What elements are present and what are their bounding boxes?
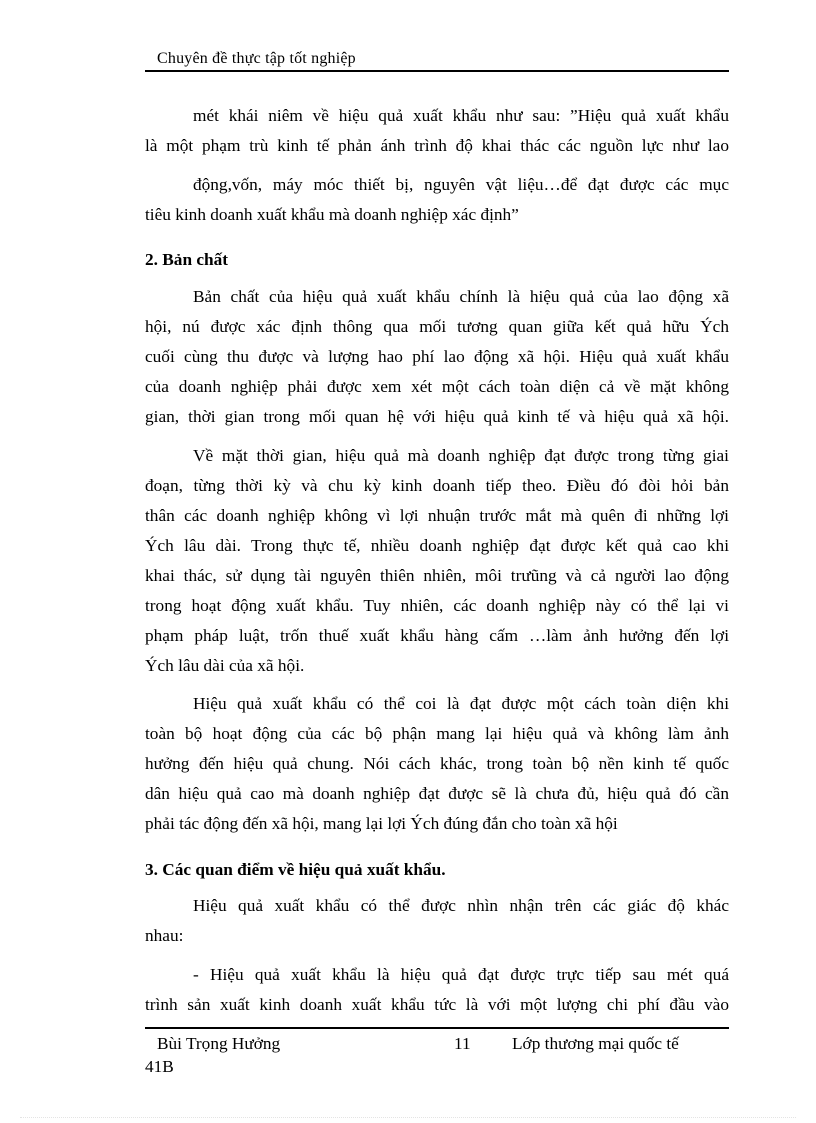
para4-line-1: Hiệu quả xuất khẩu có thể được nhìn nhận trên các giác độ khác [193,896,729,915]
footer-author: Bùi Trọng Hưởng [157,1034,281,1053]
para4-line-2: nhau: [145,926,184,945]
header-divider [145,70,729,72]
para2-line-7: phạm pháp luật, trốn thuế xuất khẩu hàng cấm …làm ảnh hưởng đến lợi [145,626,729,645]
section-heading-2: 2. Bản chất [145,250,229,269]
para1-line-3: cuối cùng thu được và lượng hao phí lao động xã hội. Hiệu quả xuất khẩu [145,347,729,366]
footer-cohort: 41B [145,1057,174,1076]
para2-line-2: đoạn, từng thời kỳ và chu kỳ kinh doanh tiếp theo. Điều đó đòi hỏi bản [145,476,729,495]
para3-line-5: phải tác động đến xã hội, mang lại lợi Ých đúng đắn cho toàn xã hội [145,814,618,833]
para1-line-5: gian, thời gian trong mối quan hệ với hiệu quả kinh tế và hiệu quả xã hội. [145,407,729,426]
para1-line-4: của doanh nghiệp phải được xem xét một cách toàn diện cả về mặt không [145,377,729,396]
intro-line-2: là một phạm trù kinh tế phản ánh trình độ khai thác các nguồn lực như lao [145,136,729,155]
para3-line-2: toàn bộ hoạt động của các bộ phận mang lại hiệu quả và không làm ảnh [145,724,729,743]
para3-line-4: dân hiệu quả cao mà doanh nghiệp đạt được sẽ là chưa đủ, hiệu quả đó cần [145,784,729,803]
intro-line-4: tiêu kinh doanh xuất khẩu mà doanh nghiệp xác định” [145,205,519,224]
para5-line-2: trình sản xuất kinh doanh xuất khẩu tức là với một lượng chi phí đầu vào [145,995,729,1014]
para2-line-6: trong hoạt động xuất khẩu. Tuy nhiên, các doanh nghiệp này có thể lại vi [145,596,729,615]
para2-line-4: Ých lâu dài. Trong thực tế, nhiều doanh nghiệp đạt được kết quả cao khi [145,536,729,555]
page-edge-dotted [20,1117,796,1118]
footer-page-number: 11 [454,1034,471,1053]
para2-line-8: Ých lâu dài của xã hội. [145,656,305,675]
para2-line-3: thân các doanh nghiệp không vì lợi nhuận trước mắt mà quên đi những lợi [145,506,729,525]
para2-line-5: khai thác, sử dụng tài nguyên thiên nhiên, môi trưũng và cả người lao động [145,566,729,585]
para3-line-3: hưởng đến hiệu quả chung. Nói cách khác, trong toàn bộ nền kinh tế quốc [145,754,729,773]
intro-line-1: mét khái niêm về hiệu quả xuất khẩu như sau: ”Hiệu quả xuất khẩu [193,106,729,125]
para3-line-1: Hiệu quả xuất khẩu có thể coi là đạt được một cách toàn diện khi [193,694,729,713]
header-title: Chuyên đề thực tập tốt nghiệp [157,50,356,67]
para5-line-1: - Hiệu quả xuất khẩu là hiệu quả đạt được trực tiếp sau mét quá [193,965,729,984]
footer-divider [145,1027,729,1029]
footer-class-name: Lớp thương mại quốc tế [512,1034,679,1053]
intro-line-3: động,vốn, máy móc thiết bị, nguyên vật liệu…để đạt được các mục [193,175,729,194]
para1-line-1: Bản chất của hiệu quả xuất khẩu chính là hiệu quả của lao động xã [193,287,729,306]
para2-line-1: Về mặt thời gian, hiệu quả mà doanh nghiệp đạt được trong từng giai [193,446,729,465]
section-heading-3: 3. Các quan điểm về hiệu quả xuất khẩu. [145,860,446,879]
para1-line-2: hội, nú được xác định thông qua mối tương quan giữa kết quả hữu Ých [145,317,729,336]
